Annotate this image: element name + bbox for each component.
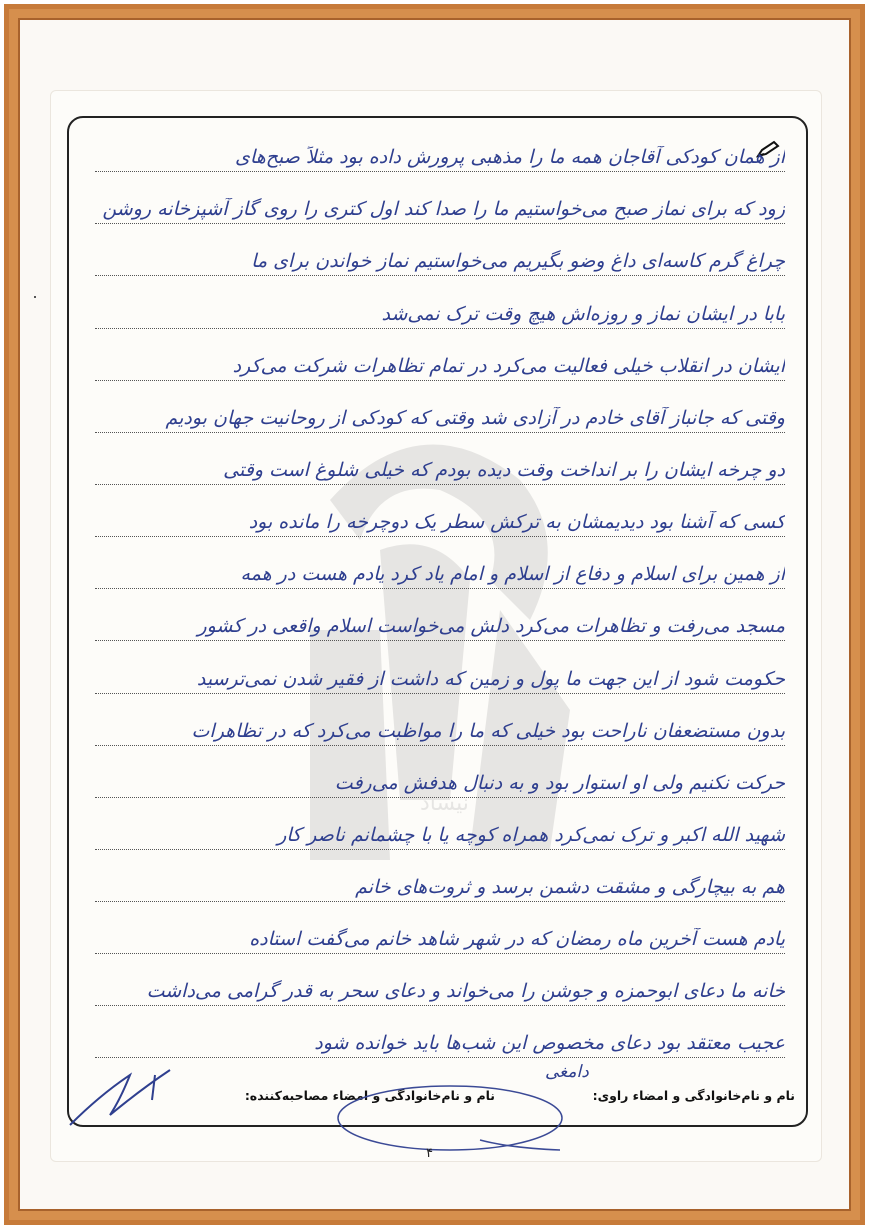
text-line [95, 140, 785, 172]
text-line [95, 922, 785, 954]
text-line [95, 453, 785, 485]
text-line [95, 557, 785, 589]
line-text: از همان کودکی آقاجان همه ما را مذهبی پرورش داده بود مثلاً صبح‌های [235, 146, 785, 168]
text-line [95, 974, 785, 1006]
line-text: حکومت شود از این جهت ما پول و زمین که داشت از فقیر شدن نمی‌ترسید [196, 668, 785, 690]
line-text: حرکت نکنیم ولی او استوار بود و به دنبال هدفش می‌رفت [334, 772, 785, 794]
text-line [95, 766, 785, 798]
text-line [95, 505, 785, 537]
line-text: شهید الله اکبر و ترک نمی‌کرد همراه کوچه یا با چشمانم ناصر کار [277, 824, 785, 846]
text-line [95, 192, 785, 224]
line-text: دو چرخه ایشان را بر انداخت وقت دیده بودم که خیلی شلوغ است وقتی [223, 459, 785, 481]
text-line [95, 714, 785, 746]
line-text: زود که برای نماز صبح می‌خواستیم ما را صدا کند اول کتری را روی گاز آشپزخانه روشن [102, 198, 785, 220]
text-line [95, 609, 785, 641]
line-text: کسی که آشنا بود دیدیمشان به ترکش سطر یک دوچرخه را مانده بود [248, 511, 785, 533]
text-line [95, 297, 785, 329]
svg-text:نیساد: نیساد [420, 791, 469, 816]
text-line [95, 1026, 785, 1058]
text-line [95, 401, 785, 433]
line-text: چراغ گرم کاسه‌ای داغ وضو بگیریم می‌خواستیم نماز خواندن برای ما [251, 250, 785, 272]
text-line [95, 349, 785, 381]
narrator-signature-icon [60, 1055, 180, 1135]
line-text: وقتی که جانباز آقای خادم در آزادی شد وقتی که کودکی از روحانیت جهان بودیم [165, 407, 785, 429]
narrator-signature-label: نام و نام‌خانوادگی و امضاء راوی: [592, 1088, 795, 1103]
page-number: ۴ [426, 1146, 433, 1161]
line-text: هم به بیچارگی و مشقت دشمن برسد و ثروت‌های خانم [355, 876, 785, 898]
text-line [95, 244, 785, 276]
line-text: بابا در ایشان نماز و روزه‌اش هیچ وقت ترک نمی‌شد [381, 303, 785, 325]
text-line [95, 870, 785, 902]
line-text: از همین برای اسلام و دفاع از اسلام و امام یاد کرد یادم هست در همه [240, 563, 785, 585]
narrator-handwritten-name: دامغی [545, 1062, 589, 1082]
line-text: مسجد می‌رفت و تظاهرات می‌کرد دلش می‌خواست اسلام واقعی در کشور [197, 615, 785, 637]
text-line [95, 818, 785, 850]
line-text: خانه ما دعای ابوحمزه و جوشن را می‌خواند و دعای سحر به قدر گرامی می‌داشت [146, 980, 785, 1002]
margin-dot [34, 296, 36, 298]
line-text: عجیب معتقد بود دعای مخصوص این شب‌ها باید خوانده شود [314, 1032, 785, 1054]
interviewer-signature-icon [320, 1078, 580, 1168]
line-text: ایشان در انقلاب خیلی فعالیت می‌کرد در تمام تظاهرات شرکت می‌کرد [232, 355, 785, 377]
text-line [95, 662, 785, 694]
line-text: یادم هست آخرین ماه رمضان که در شهر شاهد خانم می‌گفت استاده [249, 928, 785, 950]
line-text: بدون مستضعفان ناراحت بود خیلی که ما را مواظبت می‌کرد که در تظاهرات [191, 720, 785, 742]
interviewer-signature-label: نام و نام‌خانوادگی و امضاء مصاحبه‌کننده: [244, 1088, 495, 1103]
